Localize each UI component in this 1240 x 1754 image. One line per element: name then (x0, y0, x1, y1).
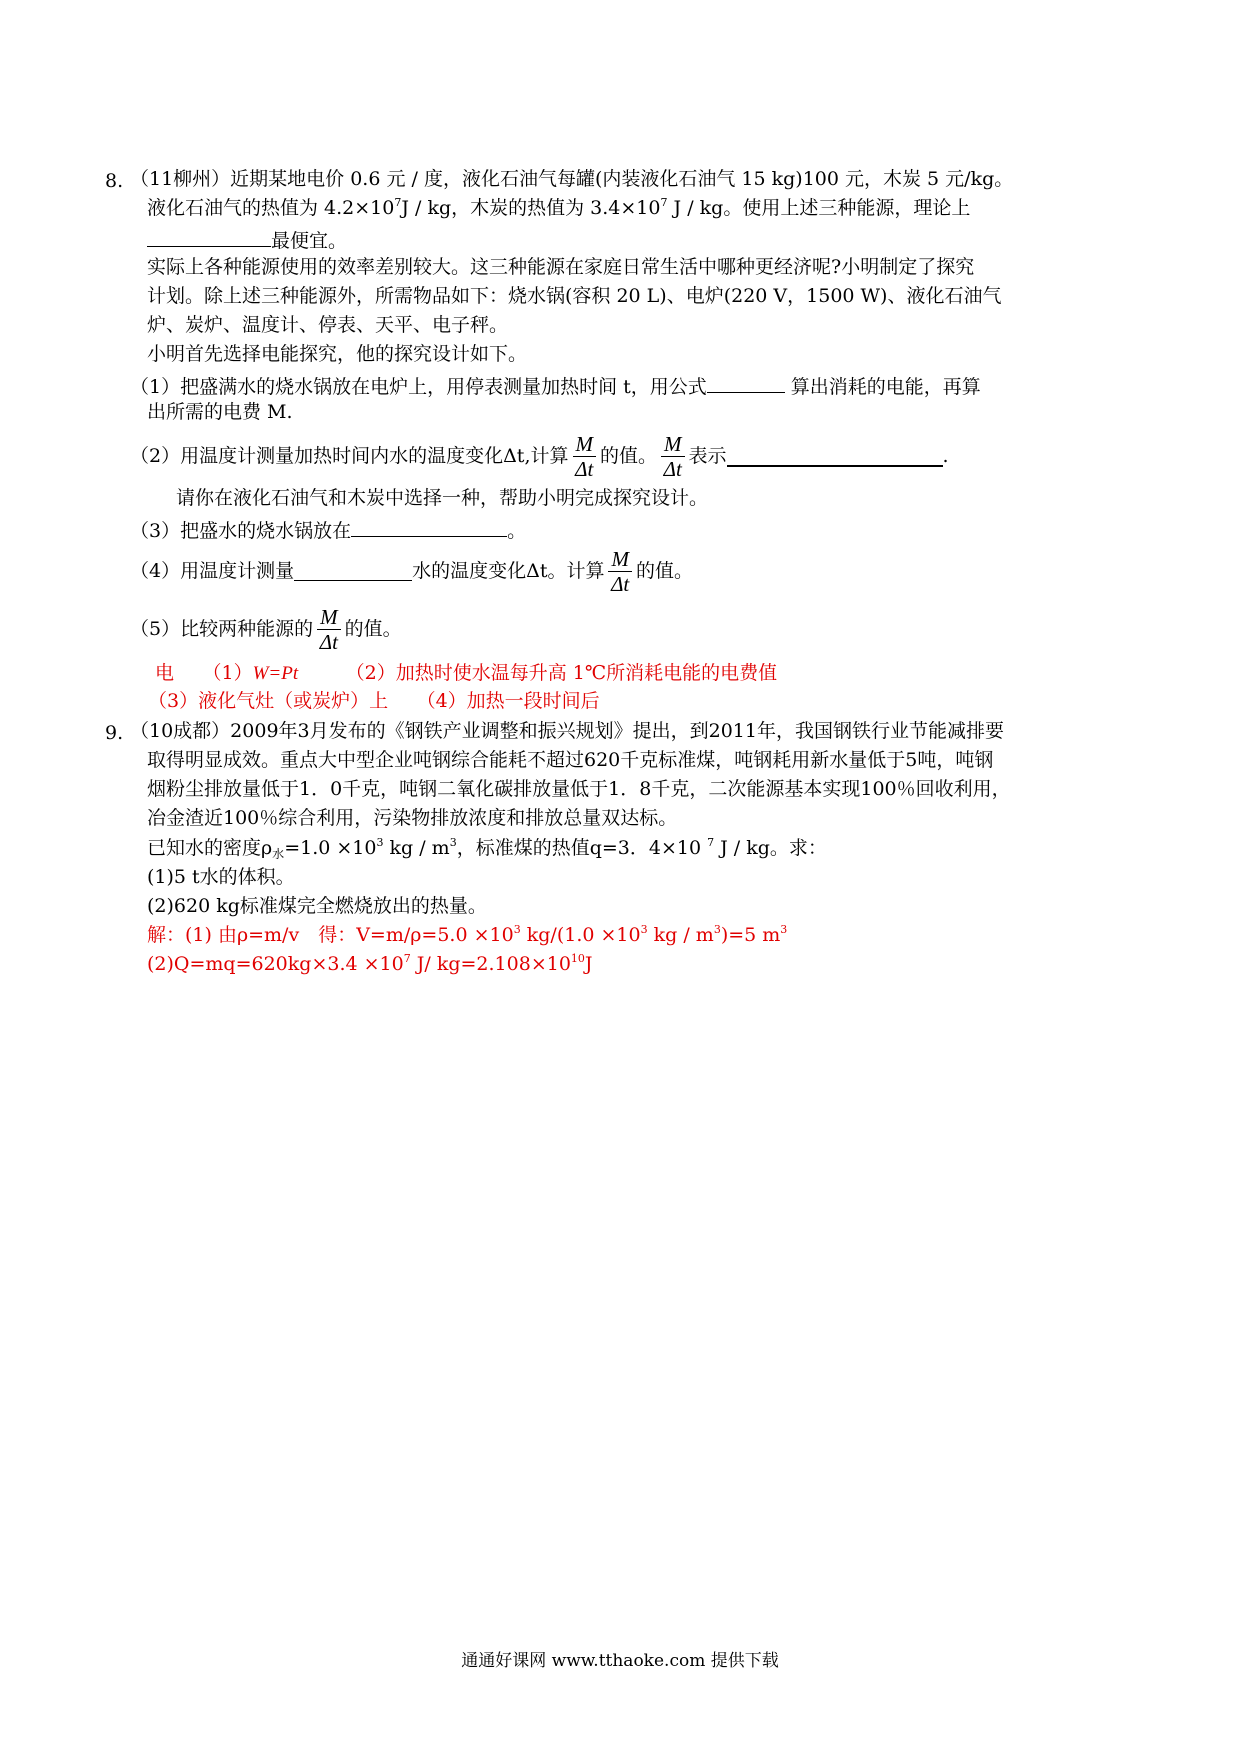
question-8-para-2-line-2: 计划。除上述三种能源外，所需物品如下：烧水锅(容积 20 L)、电炉(220 V，1500 W)、液化石油气 (147, 285, 1002, 307)
question-9-answer-line-2: $(2)Q=mq=620kg\times 3.4 \times 10^7$ J/ $kg=2.108\times 10^{10}J$ (147, 952, 593, 975)
question-9-answer-line-1: 解：(1) 由ρ=m/v 得：$V=m/\rho=5.0 \times 10^3$ $kg/(1.0 \times 10^3$ kg / $m^3)=5$ $m^3$ (147, 923, 788, 946)
step-4-line: （4）用温度计测量 水的温度变化Δt。计算 $\frac{M}{\Delta t}$ 的值。 (130, 547, 693, 596)
step-3-line: （3）把盛水的烧水锅放在 。 (130, 520, 527, 542)
question-9-sub-2: (2)620 kg标准煤完全燃烧放出的热量。 (147, 895, 487, 917)
page-footer: 通通好课网 www.tthaoke.com 提供下载 (461, 1651, 779, 1671)
question-8-number: 8. (105, 170, 124, 192)
question-8-answer-line-1: 电 （1）W=Pt （2）加热时使水温每升高 1℃所消耗电能的电费值 (155, 662, 778, 684)
answer-blank-placement[interactable] (351, 518, 507, 537)
question-8-para-2-line-1: 实际上各种能源使用的效率差别较大。这三种能源在家庭日常生活中哪种更经济呢?小明制定了探究 (147, 256, 975, 278)
question-9-sub-1: (1)5 t水的体积。 (147, 866, 295, 888)
fraction-m-over-delta-t: $\frac{M}{\Delta t}$ (573, 432, 597, 481)
step-1-line-2: 出所需的电费 M. (147, 401, 293, 423)
question-8-line-1: （11柳州）近期某地电价 0.6 元 / 度，液化石油气每罐(内装液化石油气 15 kg)100 元，木炭 5 元/kg。 (130, 168, 1014, 190)
step-2-line: （2）用温度计测量加热时间内水的温度变化Δt,计算 $\frac{M}{\Delta t}$ 的值。 $\frac{M}{\Delta t}$ 表示 . (130, 432, 949, 481)
question-8-para-3: 小明首先选择电能探究，他的探究设计如下。 (147, 343, 528, 365)
question-8-para-2-line-3: 炉、炭炉、温度计、停表、天平、电子秤。 (147, 314, 509, 336)
step-5-line: （5）比较两种能源的 $\frac{M}{\Delta t}$ 的值。 (130, 605, 402, 654)
answer-blank-formula[interactable] (707, 374, 785, 393)
question-8-line-3: 最便宜。 (147, 228, 347, 251)
answer-blank-measure[interactable] (294, 562, 412, 581)
question-9-line-2: 取得明显成效。重点大中型企业吨钢综合能耗不超过620千克标准煤，吨钢耗用新水量低于5吨，吨钢 (147, 749, 994, 771)
question-9-known-values: 已知水的密度$\rho_水=1.0 \times 10^3$ kg / $m^3$，标准煤的热值q=3．4×10 $^7$ J / kg。求： (147, 836, 827, 861)
fraction-m-over-delta-t: $\frac{M}{\Delta t}$ (608, 547, 632, 596)
question-9-line-1: （10成都）2009年3月发布的《钢铁产业调整和振兴规划》提出，到2011年，我国钢铁行业节能减排要 (130, 720, 1004, 742)
fraction-m-over-delta-t: $\frac{M}{\Delta t}$ (661, 432, 685, 481)
answer-blank-cheapest[interactable] (147, 228, 271, 247)
question-8-answer-line-2: （3）液化气灶（或炭炉）上 （4）加热一段时间后 (148, 690, 600, 712)
question-8-line-2: 液化石油气的热值为 $4.2\times 10^7J$ / kg，木炭的热值为 $3.4\times 10^7$ J / kg。使用上述三种能源，理论上 (147, 196, 971, 219)
question-8-para-4: 请你在液化石油气和木炭中选择一种，帮助小明完成探究设计。 (176, 487, 709, 509)
answer-blank-meaning[interactable] (727, 447, 943, 467)
fraction-m-over-delta-t: $\frac{M}{\Delta t}$ (317, 605, 341, 654)
question-9-line-4: 冶金渣近100％综合利用，污染物排放浓度和排放总量双达标。 (147, 807, 678, 829)
question-9-line-3: 烟粉尘排放量低于1．0千克，吨钢二氧化碳排放量低于1．8千克，二次能源基本实现100％回收利用， (147, 778, 1011, 800)
step-1-line-1: （1）把盛满水的烧水锅放在电炉上，用停表测量加热时间 t，用公式 算出消耗的电能，再算 (130, 376, 981, 398)
question-9-number: 9. (105, 722, 124, 744)
